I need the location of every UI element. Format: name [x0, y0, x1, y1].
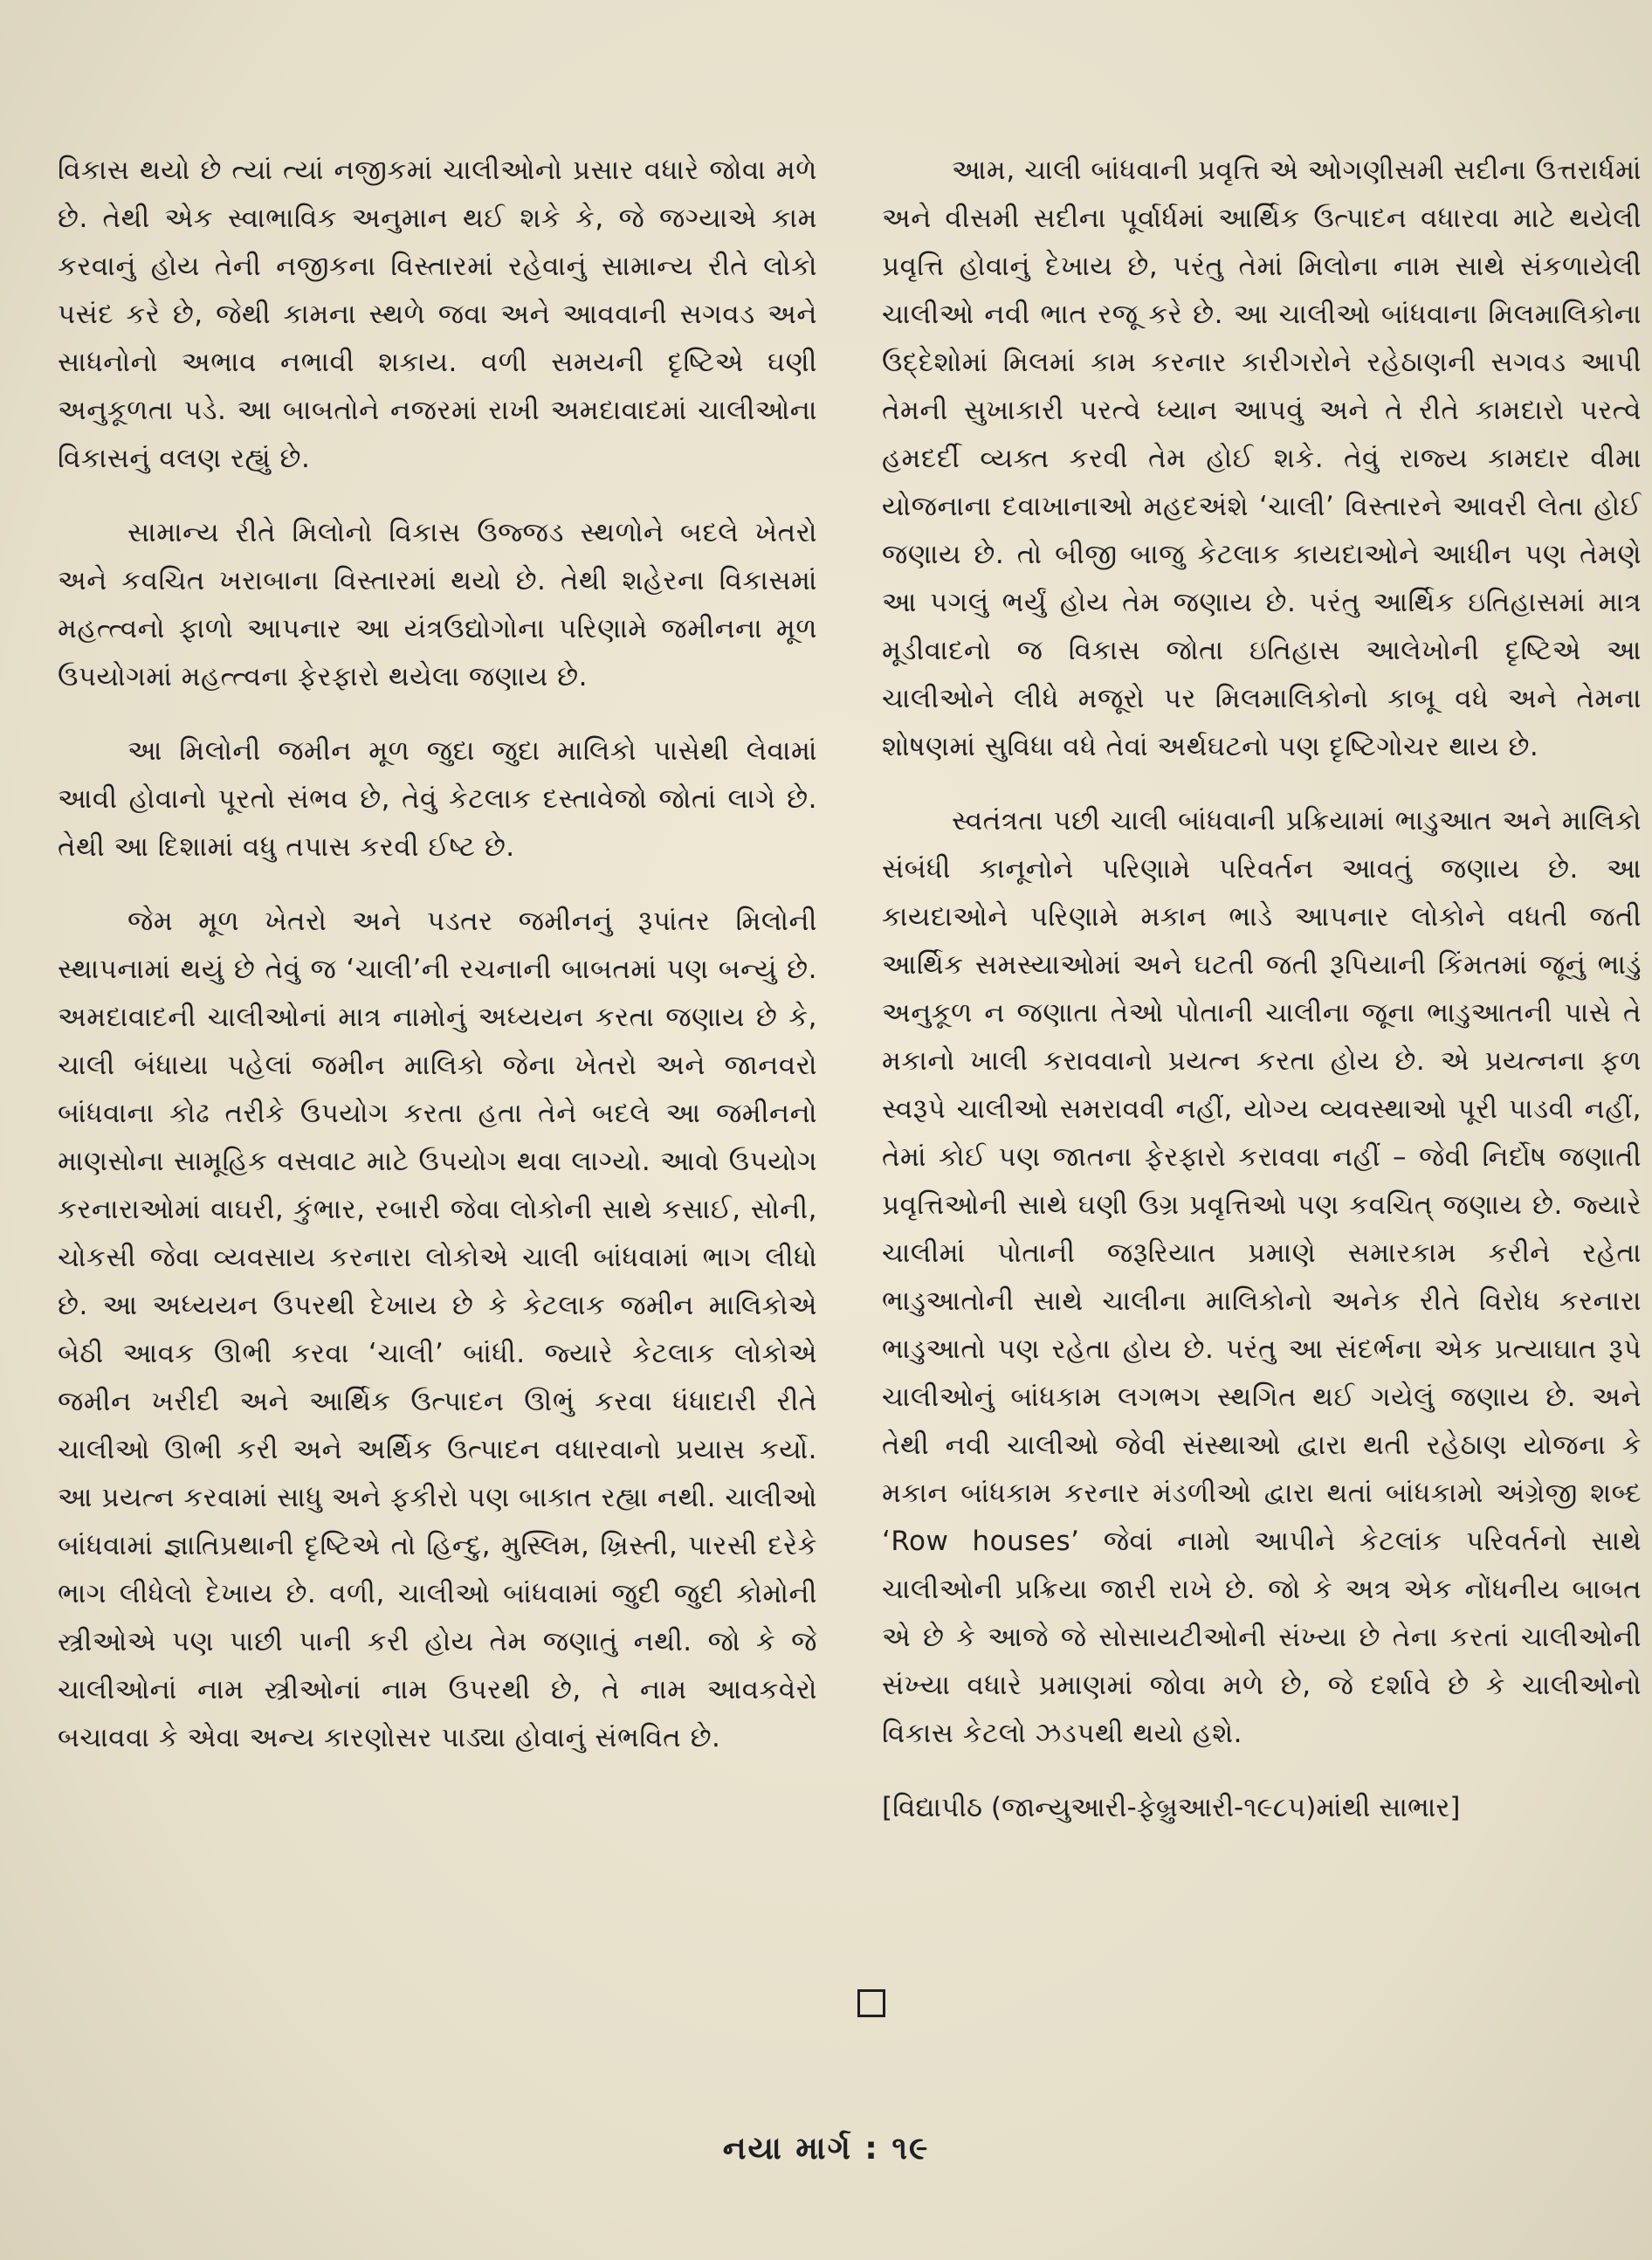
paragraph: વિકાસ થયો છે ત્યાં ત્યાં નજીકમાં ચાલીઓનો પ્રસાર વધારે જોવા મળે છે. તેથી એક સ્વાભાવિક અનુમાન થઈ શકે કે, જે જગ્યાએ કામ કરવાનું હોય તેની નજીકના વિસ્તારમાં રહેવાનું સામાન્ય રીતે લોકો પસંદ કરે છે, જેથી કામના સ્થળે જવા અને આવવાની સગવડ અને સાધનોનો અભાવ નભાવી શકાય. વળી સમયની દૃષ્ટિએ ઘણી અનુકૂળતા પડે. આ બાબતોને નજરમાં રાખી અમદાવાદમાં ચાલીઓના વિકાસનું વલણ રહ્યું છે.	[58, 155, 817, 474]
paragraph: આમ, ચાલી બાંધવાની પ્રવૃત્તિ એ ઓગણીસમી સદીના ઉત્તરાર્ધમાં અને વીસમી સદીના પૂર્વાર્ધમાં આર્થિક ઉત્પાદન વધારવા માટે થયેલી પ્રવૃત્તિ હોવાનું દેખાય છે, પરંતુ તેમાં મિલોના નામ સાથે સંકળાયેલી ચાલીઓ નવી ભાત રજૂ કરે છે. આ ચાલીઓ બાંધવાના મિલમાલિકોના ઉદ્દેશોમાં મિલમાં કામ કરનાર કારીગરોને રહેઠાણની સગવડ આપી તેમની સુખાકારી પરત્વે ધ્યાન આપવું અને તે રીતે કામદારો પરત્વે હમદર્દી વ્યક્ત કરવી તેમ હોઈ શકે. તેવું રાજ્ય કામદાર વીમા યોજનાના દવાખાનાઓ મહદઅંશે ‘ચાલી’ વિસ્તારને આવરી લેતા હોઈ જણાય છે. તો બીજી બાજુ કેટલાક કાયદાઓને આધીન પણ તેમણે આ પગલું ભર્યું હોય તેમ જણાય છે. પરંતુ આર્થિક ઇતિહાસમાં માત્ર મૂડીવાદનો જ વિકાસ જોતા ઇતિહાસ આલેખોની દૃષ્ટિએ આ ચાલીઓને લીધે મજૂરો પર મિલમાલિકોનો કાબૂ વધે અને તેમના શોષણમાં સુવિધા વધે તેવાં અર્થઘટનો પણ દૃષ્ટિગોચર થાય છે.	[882, 155, 1642, 762]
paragraph: સામાન્ય રીતે મિલોનો વિકાસ ઉજ્જડ સ્થળોને બદલે ખેતરો અને કવચિત ખરાબાના વિસ્તારમાં થયો છે. તેથી શહેરના વિકાસમાં મહત્ત્વનો ફાળો આપનાર આ યંત્રઉદ્યોગોના પરિણામે જમીનના મૂળ ઉપયોગમાં મહત્ત્વના ફેરફારો થયેલા જણાય છે.	[58, 517, 817, 692]
paragraph: આ મિલોની જમીન મૂળ જુદા જુદા માલિકો પાસેથી લેવામાં આવી હોવાનો પૂરતો સંભવ છે, તેવું કેટલાક દસ્તાવેજો જોતાં લાગે છે. તેથી આ દિશામાં વધુ તપાસ કરવી ઈષ્ટ છે.	[58, 735, 817, 863]
end-of-article-square-icon	[857, 1989, 885, 2017]
paragraph: સ્વતંત્રતા પછી ચાલી બાંધવાની પ્રક્રિયામાં ભાડુઆત અને માલિકો સંબંધી કાનૂનોને પરિણામે પરિવર્તન આવતું જણાય છે. આ કાયદાઓને પરિણામે મકાન ભાડે આપનાર લોકોને વધતી જતી આર્થિક સમસ્યાઓમાં અને ઘટતી જતી રૂપિયાની કિંમતમાં જૂનું ભાડું અનુકૂળ ન જણાતા તેઓ પોતાની ચાલીના જૂના ભાડુઆતની પાસે તે મકાનો ખાલી કરાવવાનો પ્રયત્ન કરતા હોય છે. એ પ્રયત્નના ફળ સ્વરૂપે ચાલીઓ સમરાવવી નહીં, યોગ્ય વ્યવસ્થાઓ પૂરી પાડવી નહીં, તેમાં કોઈ પણ જાતના ફેરફારો કરાવવા નહીં – જેવી નિર્દોષ જણાતી પ્રવૃત્તિઓની સાથે ઘણી ઉગ્ર પ્રવૃત્તિઓ પણ કવચિત્ જણાય છે. જ્યારે ચાલીમાં પોતાની જરૂરિયાત પ્રમાણે સમારકામ કરીને રહેતા ભાડુઆતોની સાથે ચાલીના માલિકોનો અનેક રીતે વિરોધ કરનારા ભાડુઆતો પણ રહેતા હોય છે. પરંતુ આ સંદર્ભના એક પ્રત્યાઘાત રૂપે ચાલીઓનું બાંધકામ લગભગ સ્થગિત થઈ ગયેલું જણાય છે. અને તેથી નવી ચાલીઓ જેવી સંસ્થાઓ દ્વારા થતી રહેઠાણ યોજના કે મકાન બાંધકામ કરનાર મંડળીઓ દ્વારા થતાં બાંધકામો અંગ્રેજી શબ્દ ‘Row houses’ જેવાં નામો આપીને કેટલાંક પરિવર્તનો સાથે ચાલીઓની પ્રક્રિયા જારી રાખે છે. જો કે અત્ર એક નોંધનીય બાબત એ છે કે આજે જે સોસાયટીઓની સંખ્યા છે તેના કરતાં ચાલીઓની સંખ્યા વધારે પ્રમાણમાં જોવા મળે છે, જે દર્શાવે છે કે ચાલીઓનો વિકાસ કેટલો ઝડપથી થયો હશે.	[882, 805, 1642, 1749]
source-citation: [વિદ્યાપીઠ (જાન્યુઆરી-ફેબ્રુઆરી-૧૯૮૫)માંથી સાભાર]	[882, 1792, 1461, 1823]
page-footer: નયા માર્ગ : ૧૯	[722, 2131, 930, 2167]
right-column	[882, 147, 1642, 1832]
left-column	[58, 147, 817, 1788]
paragraph: જેમ મૂળ ખેતરો અને પડતર જમીનનું રૂપાંતર મિલોની સ્થાપનામાં થયું છે તેવું જ ‘ચાલી’ની રચનાની બાબતમાં પણ બન્યું છે. અમદાવાદની ચાલીઓનાં માત્ર નામોનું અધ્યયન કરતા જણાય છે કે, ચાલી બંધાયા પહેલાં જમીન માલિકો જેના ખેતરો અને જાનવરો બાંધવાના કોઢ તરીકે ઉપયોગ કરતા હતા તેને બદલે આ જમીનનો માણસોના સામૂહિક વસવાટ માટે ઉપયોગ થવા લાગ્યો. આવો ઉપયોગ કરનારાઓમાં વાઘરી, કુંભાર, રબારી જેવા લોકોની સાથે કસાઈ, સોની, ચોકસી જેવા વ્યવસાય કરનારા લોકોએ ચાલી બાંધવામાં ભાગ લીધો છે. આ અધ્યયન ઉપરથી દેખાય છે કે કેટલાક જમીન માલિકોએ બેઠી આવક ઊભી કરવા ‘ચાલી’ બાંધી. જ્યારે કેટલાક લોકોએ જમીન ખરીદી અને આર્થિક ઉત્પાદન ઊભું કરવા ધંધાદારી રીતે ચાલીઓ ઊભી કરી અને અર્થિક ઉત્પાદન વધારવાનો પ્રયાસ કર્યો. આ પ્રયત્ન કરવામાં સાધુ અને ફકીરો પણ બાકાત રહ્યા નથી. ચાલીઓ બાંધવામાં જ્ઞાતિપ્રથાની દૃષ્ટિએ તો હિન્દુ, મુસ્લિમ, ખ્રિસ્તી, પારસી દરેકે ભાગ લીધેલો દેખાય છે. વળી, ચાલીઓ બાંધવામાં જુદી જુદી કોમોની સ્ત્રીઓએ પણ પાછી પાની કરી હોય તેમ જણાતું નથી. જો કે જે ચાલીઓનાં નામ સ્ત્રીઓનાં નામ ઉપરથી છે, તે નામ આવકવેરો બચાવવા કે એવા અન્ય કારણોસર પાડ્યા હોવાનું સંભવિત છે.	[58, 906, 817, 1754]
